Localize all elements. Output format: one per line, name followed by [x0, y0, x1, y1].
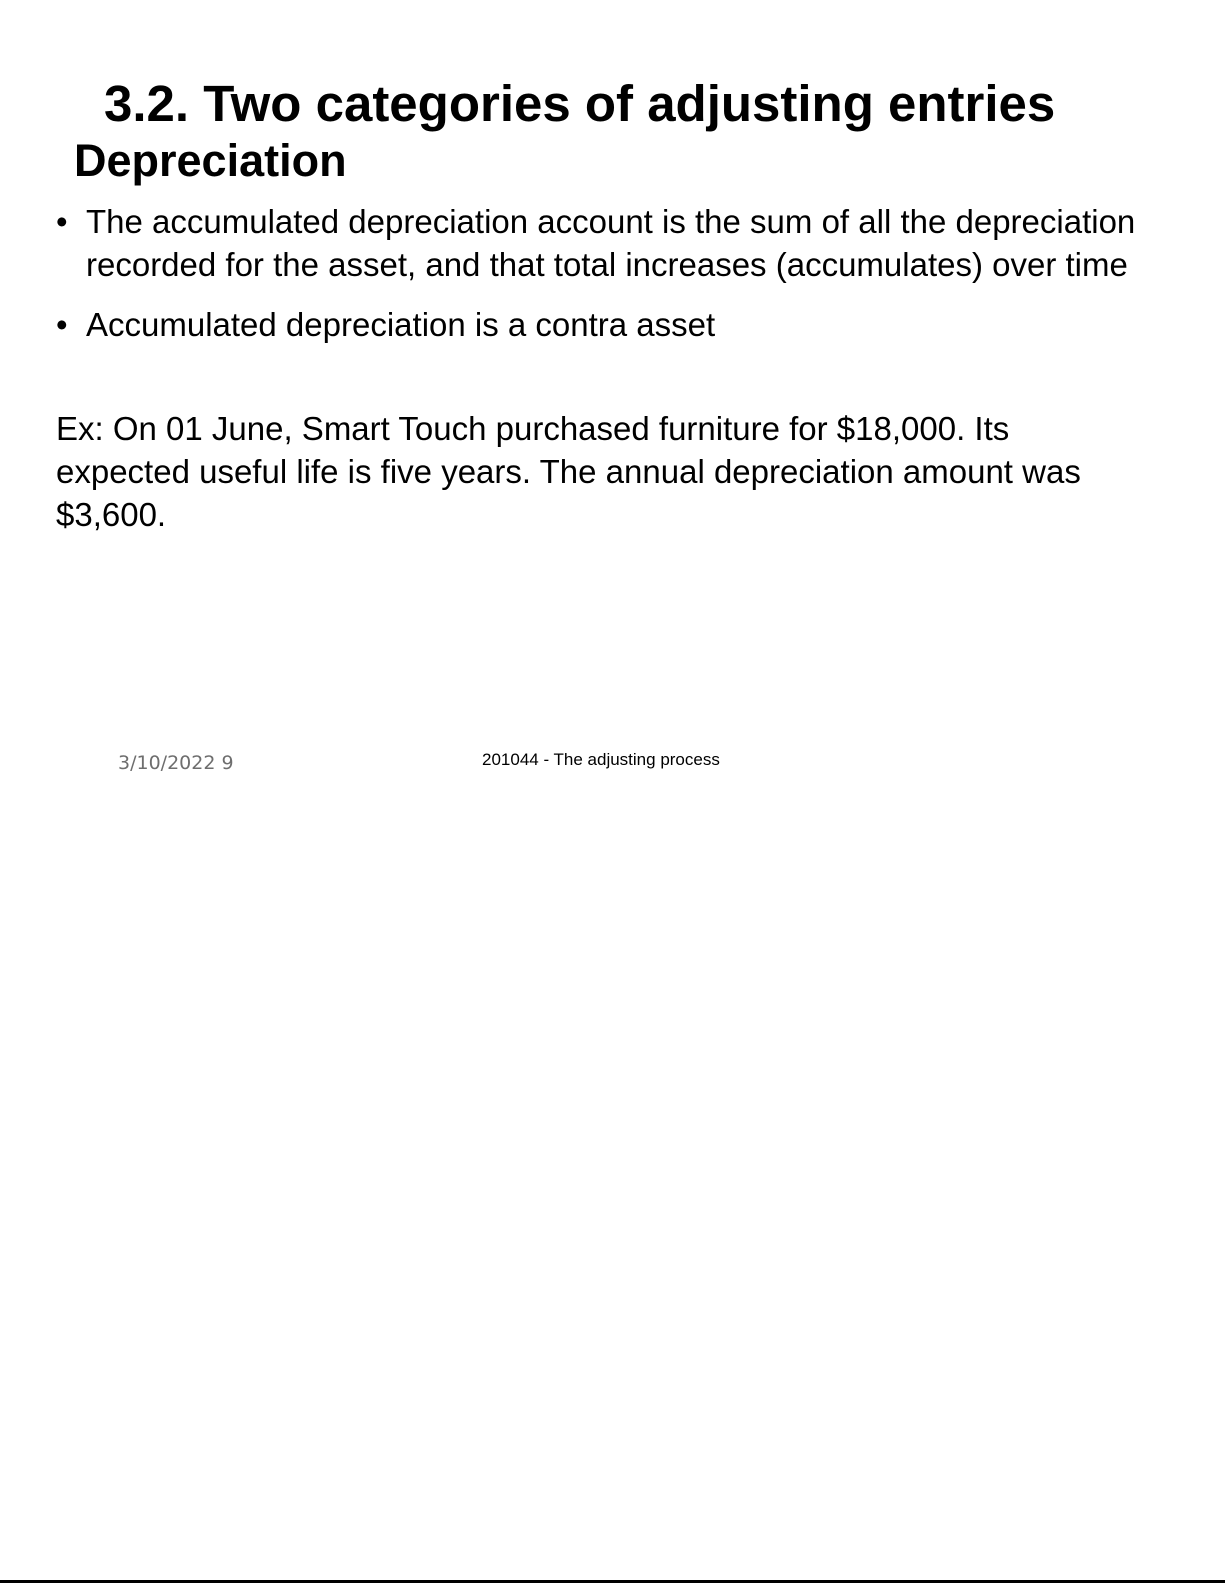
bullet-icon: • — [56, 306, 68, 343]
example-paragraph: Ex: On 01 June, Smart Touch purchased furniture for $18,000. Its expected useful life is five years. The annual depreciation amount was $3,600. — [56, 410, 1081, 533]
bullet-list — [56, 200, 1156, 363]
slide-title: 3.2. Two categories of adjusting entries — [104, 75, 1056, 132]
footer-date: 3/10/2022 9 — [118, 752, 234, 774]
bullet-text: The accumulated depreciation account is the sum of all the depreciation recorded for the asset, and that total increases (accumulates) over time — [86, 203, 1136, 283]
bullet-icon: • — [56, 203, 68, 240]
slide-subtitle: Depreciation — [74, 135, 347, 186]
bullet-item — [56, 200, 1156, 286]
bullet-item — [56, 303, 1156, 346]
bullet-text: Accumulated depreciation is a contra asset — [86, 306, 716, 343]
footer-course-title: 201044 - The adjusting process — [482, 750, 720, 769]
bottom-divider — [0, 1580, 1225, 1583]
